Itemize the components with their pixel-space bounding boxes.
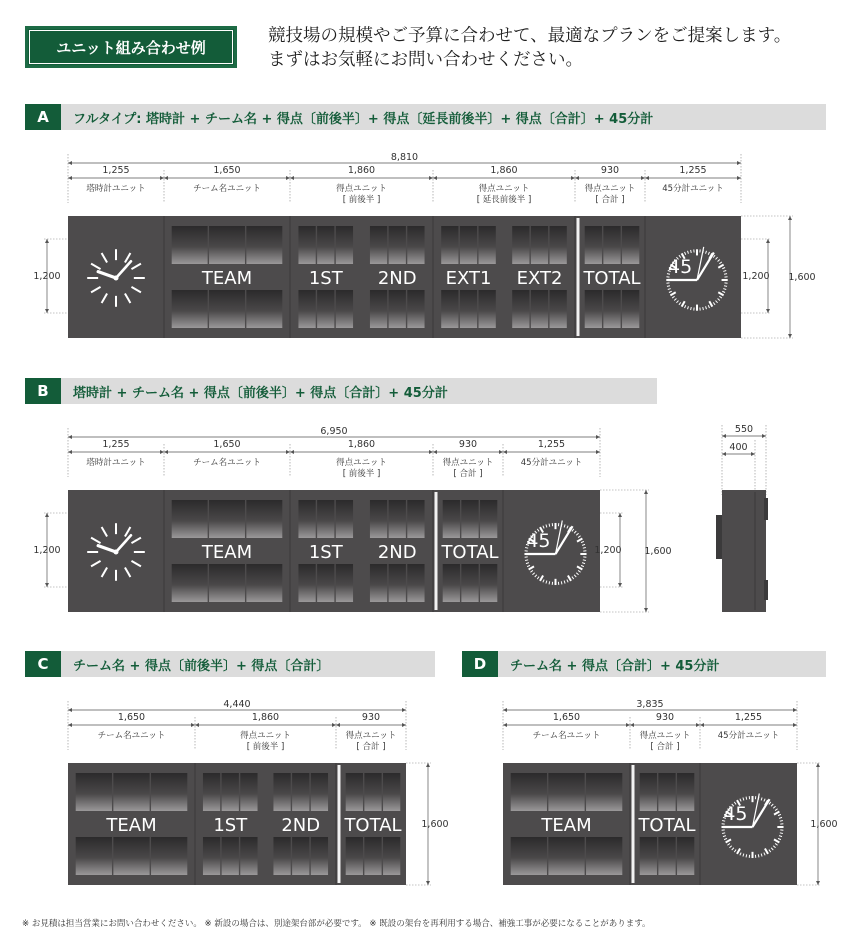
side-view-drawing (716, 424, 768, 612)
digit-segment (311, 773, 328, 811)
digit-segment (603, 226, 620, 264)
timer-tick (691, 307, 692, 310)
total-width-arrow-head-left (68, 161, 72, 165)
unit-width-label: 1,860 (251, 712, 280, 723)
side-detail (764, 498, 768, 520)
side-depth-inner-label: 400 (729, 442, 748, 453)
digit-segment (273, 837, 290, 875)
digit-segment (441, 290, 458, 328)
example-badge: ユニット組み合わせ例 (25, 26, 237, 68)
unit-width-label: 1,255 (102, 165, 130, 176)
unit-width-arrow-head-right (737, 176, 741, 180)
unit-width-arrow-head-left (503, 723, 507, 727)
digit-segment (548, 773, 584, 811)
unit-width-arrow-head-left (503, 450, 507, 454)
digit-segment (677, 837, 694, 875)
section-a-drawing (33, 152, 815, 338)
digit-segment (512, 226, 529, 264)
section-b-drawing (33, 426, 671, 612)
digit-segment (292, 773, 309, 811)
timer-tick (583, 548, 586, 549)
section-c-letter: C (25, 651, 61, 677)
intro-line-1: 競技場の規模やご予算に合わせて、最適なプランをご提案します。 (268, 26, 792, 46)
inner-height-label-left: 1,200 (33, 545, 61, 556)
unit-sub-label: [ 延長前後半 ] (476, 195, 532, 205)
digit-segment (585, 226, 602, 264)
unit-sub-label: [ 前後半 ] (342, 469, 381, 479)
timer-tick (722, 833, 725, 834)
unit-width-arrow-head-left (433, 450, 437, 454)
unit-width-arrow-head-right (793, 723, 797, 727)
section-a-title: フルタイプ: 塔時計 + チーム名 + 得点〔前後半〕+ 得点〔延長前後半〕+ 得点〔合計〕+ 45分計 (73, 111, 654, 127)
unit-width-label: 1,650 (213, 165, 241, 176)
digit-segment (246, 226, 282, 264)
digit-segment (586, 773, 622, 811)
clock-center (114, 276, 119, 281)
digit-segment (317, 290, 334, 328)
team-label: TEAM (201, 268, 253, 289)
digit-segment (151, 837, 187, 875)
digit-segment (383, 773, 400, 811)
unit-width-label: 1,860 (347, 165, 376, 176)
timer-tick (667, 286, 670, 287)
inner-height-arrow-right-head-bottom (766, 309, 770, 313)
digit-segment (240, 773, 257, 811)
inner-height-arrow-left-head-top (45, 239, 49, 243)
unit-name-label: 得点ユニット (442, 458, 494, 468)
inner-height-arrow-right-head-top (766, 239, 770, 243)
digit-segment (640, 773, 657, 811)
digit-segment (389, 564, 406, 602)
unit-width-arrow-head-left (68, 723, 72, 727)
unit-width-arrow-head-right (626, 723, 630, 727)
outer-height-arrow-head-top (426, 763, 430, 767)
unit-width-label: 930 (655, 712, 675, 723)
digit-segment (172, 290, 208, 328)
outer-height-arrow-head-bottom (816, 881, 820, 885)
unit-name-label: 塔時計ユニット (86, 458, 146, 468)
unit-width-arrow-head-left (195, 723, 199, 727)
unit-width-arrow-head-right (160, 450, 164, 454)
timer-tick (561, 581, 562, 584)
outer-height-arrow-head-bottom (788, 334, 792, 338)
total-width-label: 3,835 (636, 699, 664, 710)
unit-width-arrow-head-right (286, 176, 290, 180)
unit-total (577, 218, 641, 336)
period-label: 2ND (377, 542, 417, 563)
unit-width-arrow-head-left (164, 450, 168, 454)
unit-name-label: 得点ユニット (584, 184, 636, 194)
total-label: TOTAL (638, 815, 696, 836)
digit-segment (311, 837, 328, 875)
unit-name-label: 塔時計ユニット (86, 184, 146, 194)
unit-width-label: 1,255 (679, 165, 707, 176)
digit-segment (209, 226, 245, 264)
digit-segment (389, 226, 406, 264)
outer-height-arrow-head-top (816, 763, 820, 767)
digit-segment (640, 837, 657, 875)
timer-tick (758, 854, 759, 857)
section-d-drawing (503, 699, 838, 885)
section-d-title: チーム名 + 得点〔合計〕+ 45分計 (510, 658, 720, 674)
inner-height-arrow-right-head-top (618, 513, 622, 517)
unit-width-arrow-head-left (336, 723, 340, 727)
side-depth-total-arrow-head-right (762, 434, 766, 438)
unit-width-arrow-head-right (641, 176, 645, 180)
digit-segment (346, 773, 363, 811)
digit-segment (336, 500, 353, 538)
unit-total (338, 765, 402, 883)
digit-segment (273, 773, 290, 811)
total-width-arrow-head-right (737, 161, 741, 165)
unit-name-label: 45分計ユニット (520, 458, 583, 468)
total-divider (338, 765, 341, 883)
unit-name-label: 得点ユニット (639, 731, 691, 741)
digit-segment (203, 773, 220, 811)
total-divider (632, 765, 635, 883)
section-b-letter: B (25, 378, 61, 404)
unit-total (435, 492, 499, 610)
unit-width-arrow-head-left (290, 450, 294, 454)
section-c-drawing (68, 699, 449, 885)
digit-segment (113, 837, 149, 875)
timer-tick (746, 797, 747, 800)
digit-segment (622, 226, 639, 264)
unit-name-label: チーム名ユニット (193, 184, 261, 194)
outer-height-arrow-head-top (644, 490, 648, 494)
unit-width-label: 1,650 (552, 712, 581, 723)
digit-segment (172, 226, 208, 264)
digit-segment (172, 564, 208, 602)
unit-width-label: 1,650 (213, 439, 241, 450)
digit-segment (370, 500, 387, 538)
timer-tick (549, 524, 550, 527)
inner-height-arrow-right-head-bottom (618, 583, 622, 587)
period-label: EXT2 (516, 268, 563, 289)
unit-width-arrow-head-right (429, 176, 433, 180)
digit-segment (203, 837, 220, 875)
timer-tick (691, 250, 692, 253)
digit-segment (407, 564, 424, 602)
digit-segment (336, 564, 353, 602)
digit-segment (586, 837, 622, 875)
digit-segment (222, 837, 239, 875)
digit-segment (531, 290, 548, 328)
outer-height-label: 1,600 (421, 819, 449, 830)
side-panel (722, 490, 766, 612)
footnote: ※ お見積は担当営業にお問い合わせください。 ※ 新設の場合は、別途架台部が必要です。 ※ 既設の架台を再利用する場合、補強工事が必要になることがあります。 (22, 919, 651, 929)
unit-width-arrow-head-right (160, 176, 164, 180)
digit-segment (317, 564, 334, 602)
timer-tick (724, 286, 727, 287)
unit-sub-label: [ 合計 ] (453, 469, 483, 479)
period-label: 1ST (213, 815, 248, 836)
digit-segment (407, 500, 424, 538)
unit-width-label: 1,860 (490, 165, 518, 176)
unit-width-label: 1,255 (734, 712, 763, 723)
digit-segment (550, 226, 567, 264)
digit-segment (512, 290, 529, 328)
digit-segment (441, 226, 458, 264)
unit-width-arrow-head-left (68, 450, 72, 454)
digit-segment (460, 290, 477, 328)
timer-tick (703, 307, 704, 310)
unit-width-arrow-head-left (700, 723, 704, 727)
total-width-label: 8,810 (390, 152, 419, 163)
outer-height-label: 1,600 (644, 546, 672, 557)
digit-segment (151, 773, 187, 811)
digit-segment (317, 500, 334, 538)
unit-width-arrow-head-right (402, 723, 406, 727)
digit-segment (460, 226, 477, 264)
timer-tick (746, 854, 747, 857)
unit-width-arrow-head-left (645, 176, 649, 180)
unit-width-arrow-head-left (68, 176, 72, 180)
digit-segment (370, 290, 387, 328)
digit-segment (317, 226, 334, 264)
digit-segment (370, 564, 387, 602)
side-detail (764, 580, 768, 600)
digit-segment (76, 837, 112, 875)
unit-width-arrow-head-left (433, 176, 437, 180)
digit-segment (480, 564, 497, 602)
digit-segment (479, 290, 496, 328)
digit-segment (209, 564, 245, 602)
unit-width-label: 930 (458, 439, 478, 450)
unit-name-label: チーム名ユニット (193, 458, 261, 468)
total-width-label: 4,440 (223, 699, 251, 710)
total-divider (577, 218, 580, 336)
unit-name-label: 45分計ユニット (662, 184, 724, 194)
team-label: TEAM (201, 542, 253, 563)
digit-segment (658, 773, 675, 811)
inner-height-arrow-left-head-bottom (45, 309, 49, 313)
inner-height-label-right: 1,200 (594, 545, 622, 556)
unit-name-label: チーム名ユニット (97, 731, 166, 741)
inner-height-label-left: 1,200 (33, 271, 61, 282)
total-label: TOTAL (344, 815, 402, 836)
digit-segment (585, 290, 602, 328)
digit-segment (246, 500, 282, 538)
timer-tick (549, 581, 550, 584)
digit-segment (550, 290, 567, 328)
digit-segment (336, 290, 353, 328)
total-label: TOTAL (583, 268, 641, 289)
unit-width-arrow-head-left (575, 176, 579, 180)
side-depth-total-arrow-head-left (722, 434, 726, 438)
unit-total (632, 765, 696, 883)
digit-segment (298, 500, 315, 538)
unit-sub-label: [ 前後半 ] (342, 195, 381, 205)
unit-width-arrow-head-right (571, 176, 575, 180)
digit-segment (389, 290, 406, 328)
unit-name-label: 得点ユニット (240, 731, 291, 741)
digit-segment (298, 564, 315, 602)
digit-segment (298, 226, 315, 264)
total-width-arrow-head-right (402, 708, 406, 712)
digit-segment (407, 290, 424, 328)
timer-tick (780, 821, 783, 822)
team-label: TEAM (541, 815, 592, 836)
side-depth-total-label: 550 (734, 424, 754, 435)
digit-segment (658, 837, 675, 875)
period-label: 1ST (308, 268, 343, 289)
digit-segment (407, 226, 424, 264)
unit-width-arrow-head-left (164, 176, 168, 180)
digit-segment (172, 500, 208, 538)
digit-segment (622, 290, 639, 328)
unit-width-arrow-head-right (596, 450, 600, 454)
unit-sub-label: [ 合計 ] (595, 195, 625, 205)
digit-segment (298, 290, 315, 328)
unit-name-label: 得点ユニット (478, 184, 530, 194)
unit-width-arrow-head-right (696, 723, 700, 727)
digit-segment (548, 837, 584, 875)
unit-sub-label: [ 前後半 ] (246, 742, 285, 752)
digit-segment (677, 773, 694, 811)
digit-segment (76, 773, 112, 811)
total-label: TOTAL (441, 542, 499, 563)
timer-45-label: 45 (723, 803, 748, 826)
section-a-letter: A (25, 104, 61, 130)
team-label: TEAM (106, 815, 157, 836)
total-width-arrow-head-right (793, 708, 797, 712)
digit-segment (209, 290, 245, 328)
timer-45-label: 45 (668, 256, 693, 279)
digit-segment (364, 773, 381, 811)
unit-width-label: 1,255 (102, 439, 130, 450)
outer-height-arrow-head-bottom (644, 608, 648, 612)
outer-height-arrow-head-top (788, 216, 792, 220)
timer-tick (724, 274, 727, 275)
unit-width-label: 1,860 (347, 439, 376, 450)
intro-line-2: まずはお気軽にお問い合わせください。 (268, 50, 583, 70)
timer-tick (583, 560, 586, 561)
total-width-arrow-head-left (68, 435, 72, 439)
total-width-label: 6,950 (320, 426, 348, 437)
digit-segment (480, 500, 497, 538)
digit-segment (443, 564, 460, 602)
digit-segment (292, 837, 309, 875)
unit-width-arrow-head-left (290, 176, 294, 180)
digit-segment (603, 290, 620, 328)
side-depth-inner-arrow-head-right (751, 452, 755, 456)
unit-width-arrow-head-right (191, 723, 195, 727)
inner-height-arrow-left-head-top (45, 513, 49, 517)
clock-center (114, 550, 119, 555)
total-divider (435, 492, 438, 610)
timer-tick (525, 560, 528, 561)
digit-segment (370, 226, 387, 264)
digit-segment (511, 837, 547, 875)
digit-segment (246, 564, 282, 602)
digit-segment (443, 500, 460, 538)
unit-width-arrow-head-left (630, 723, 634, 727)
side-depth-inner-arrow-head-left (722, 452, 726, 456)
unit-width-arrow-head-right (286, 450, 290, 454)
digit-segment (336, 226, 353, 264)
timer-tick (780, 833, 783, 834)
unit-name-label: 得点ユニット (336, 458, 387, 468)
inner-height-arrow-left-head-bottom (45, 583, 49, 587)
unit-name-label: 得点ユニット (336, 184, 387, 194)
section-d-letter: D (462, 651, 498, 677)
outer-height-label: 1,600 (810, 819, 838, 830)
outer-height-label: 1,600 (788, 272, 816, 283)
total-width-arrow-head-left (503, 708, 507, 712)
inner-height-label-right: 1,200 (742, 271, 770, 282)
period-label: 2ND (281, 815, 321, 836)
unit-width-label: 1,650 (117, 712, 146, 723)
unit-width-arrow-head-right (332, 723, 336, 727)
section-c-title: チーム名 + 得点〔前後半〕+ 得点〔合計〕 (73, 658, 330, 674)
unit-sub-label: [ 合計 ] (356, 742, 386, 752)
digit-segment (383, 837, 400, 875)
total-width-arrow-head-right (596, 435, 600, 439)
unit-sub-label: [ 合計 ] (650, 742, 680, 752)
unit-width-arrow-head-right (499, 450, 503, 454)
side-mount-bracket (716, 515, 722, 559)
digit-segment (222, 773, 239, 811)
digit-segment (461, 564, 478, 602)
digit-segment (364, 837, 381, 875)
digit-segment (531, 226, 548, 264)
unit-name-label: 得点ユニット (345, 731, 397, 741)
digit-segment (346, 837, 363, 875)
unit-width-label: 930 (600, 165, 620, 176)
timer-45-label: 45 (526, 530, 551, 553)
digit-segment (209, 500, 245, 538)
unit-name-label: 45分計ユニット (717, 731, 780, 741)
unit-name-label: チーム名ユニット (532, 731, 601, 741)
period-label: 1ST (308, 542, 343, 563)
total-width-arrow-head-left (68, 708, 72, 712)
digit-segment (246, 290, 282, 328)
unit-width-label: 930 (361, 712, 381, 723)
unit-width-label: 1,255 (537, 439, 566, 450)
outer-height-arrow-head-bottom (426, 881, 430, 885)
digit-segment (511, 773, 547, 811)
period-label: EXT1 (445, 268, 492, 289)
digit-segment (240, 837, 257, 875)
unit-width-arrow-head-right (429, 450, 433, 454)
digit-segment (461, 500, 478, 538)
section-b-title: 塔時計 + チーム名 + 得点〔前後半〕+ 得点〔合計〕+ 45分計 (73, 385, 448, 401)
digit-segment (389, 500, 406, 538)
digit-segment (479, 226, 496, 264)
period-label: 2ND (377, 268, 417, 289)
digit-segment (113, 773, 149, 811)
